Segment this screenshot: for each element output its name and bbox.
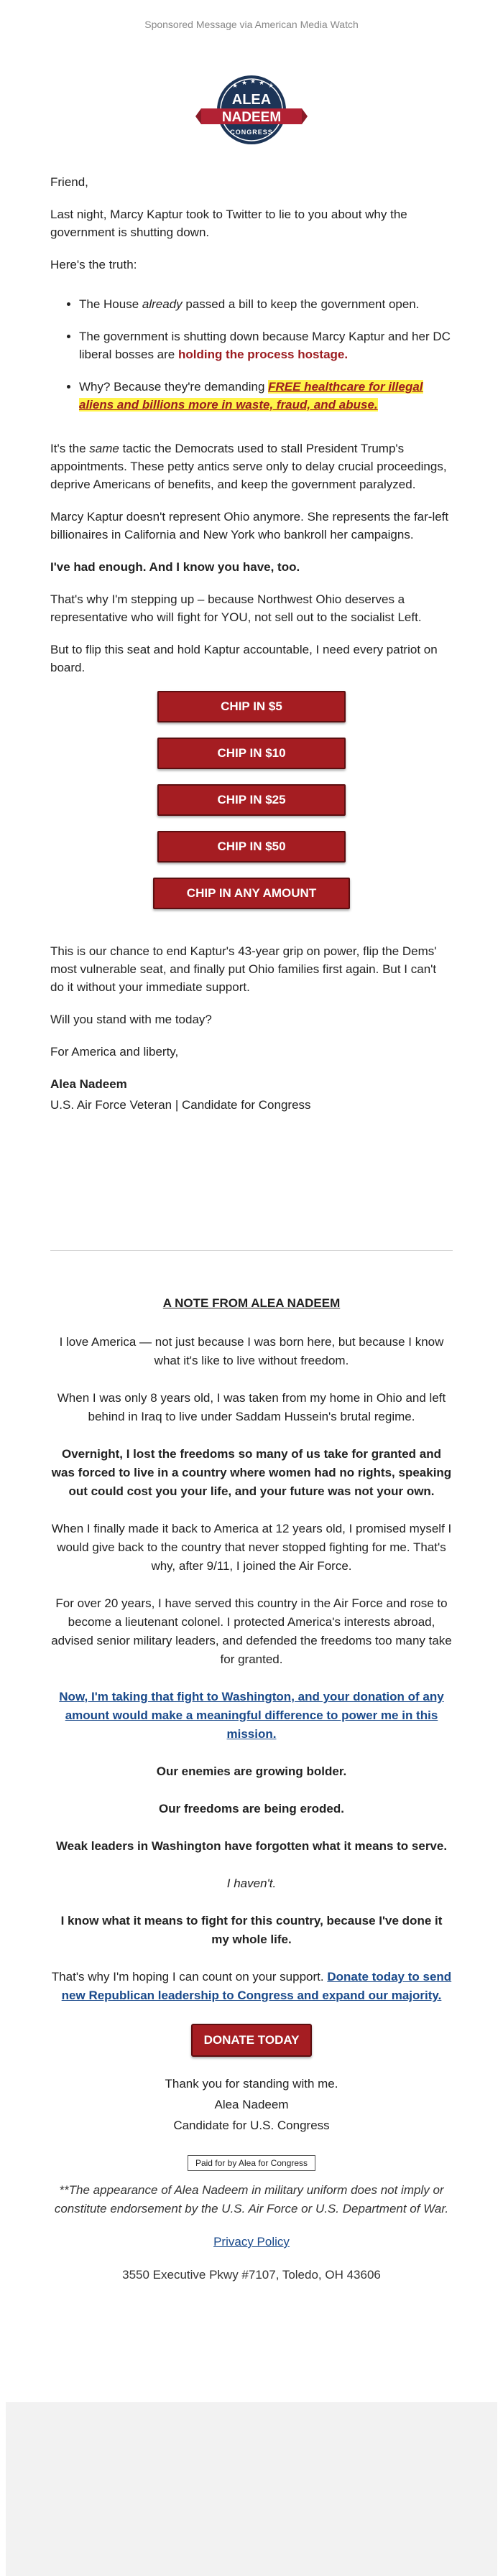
signature-title: U.S. Air Force Veteran | Candidate for Congress [50, 1098, 311, 1112]
paragraph: For America and liberty, [50, 1045, 179, 1059]
text: The government is shutting down because Marcy Kaptur and her DC liberal bosses are [79, 330, 451, 361]
note-title: A NOTE FROM ALEA NADEEM [162, 1296, 341, 1310]
text: passed a bill to keep the government open. [182, 297, 420, 311]
letter-body [50, 173, 453, 1114]
mailing-address: 3550 Executive Pkwy #7107, Toledo, OH 43606 [122, 2268, 381, 2282]
banner-tail-left [195, 108, 201, 124]
note-paragraph-bold: Weak leaders in Washington have forgotten what it means to serve. [55, 1839, 448, 1853]
note-paragraph-bold: Overnight, I lost the freedoms so many of us take for granted and was forced to live in a country where women had no rights, speaking out could cost you your life, and your future was not your own. [51, 1447, 452, 1498]
privacy-policy-link[interactable]: Privacy Policy [213, 2235, 290, 2249]
closing [50, 2074, 453, 2135]
closing-name: Alea Nadeem [214, 2098, 289, 2111]
note-section [50, 1294, 453, 2284]
list-item [79, 327, 453, 363]
uniform-disclaimer: **The appearance of Alea Nadeem in military uniform does not imply or constitute endorsement by the U.S. Air Force or U.S. Department of War. [54, 2183, 449, 2215]
paragraph: But to flip this seat and hold Kaptur accountable, I need every patriot on board. [50, 643, 438, 674]
emphasis: already [142, 297, 183, 311]
footer-background [6, 2402, 497, 2576]
logo-line2: NADEEM [221, 110, 282, 125]
chip-in-any-button[interactable]: CHIP IN ANY AMOUNT [153, 878, 350, 909]
note-paragraph-bold: Our enemies are growing bolder. [156, 1764, 347, 1778]
emphasis: same [89, 442, 119, 455]
logo-line1: ALEA [231, 92, 272, 108]
preheader: Sponsored Message via American Media Watch [144, 19, 359, 30]
list-item [79, 295, 453, 313]
chip-in-10-button[interactable]: CHIP IN $10 [157, 738, 346, 769]
paragraph: Marcy Kaptur doesn't represent Ohio anymore. She represents the far-left billionaires in California and New York who bankroll her campaigns. [50, 510, 449, 541]
donate-today-button[interactable]: DONATE TODAY [191, 2024, 313, 2057]
signature-name: Alea Nadeem [50, 1077, 127, 1091]
closing-line: Thank you for standing with me. [165, 2077, 338, 2091]
logo-line3: CONGRESS [230, 129, 273, 136]
star-icon: ★ [232, 83, 239, 90]
campaign-logo [50, 73, 453, 173]
donate-text-link[interactable]: Donate today to send new Republican leadership to Congress and expand our majority. [61, 1970, 452, 2002]
star-icon: ★ [250, 78, 257, 85]
star-icon: ★ [259, 80, 265, 87]
donation-link[interactable]: Now, I'm taking that fight to Washington, and your donation of any amount would make a meaningful difference to power me in this mission. [59, 1690, 444, 1741]
paragraph: That's why I'm stepping up – because Northwest Ohio deserves a representative who will fight for YOU, not sell out to the socialist Left. [50, 592, 422, 624]
chip-in-5-button[interactable]: CHIP IN $5 [157, 691, 346, 722]
star-icon: ★ [268, 83, 274, 90]
truth-list [50, 295, 453, 414]
text: That's why I'm hoping I can count on your support. [51, 1970, 328, 1984]
note-paragraph: When I was only 8 years old, I was taken from my home in Ohio and left behind in Iraq to live under Saddam Hussein's brutal regime. [57, 1391, 446, 1423]
section-divider [50, 1250, 453, 1251]
chip-in-25-button[interactable]: CHIP IN $25 [157, 784, 346, 816]
paragraph: Last night, Marcy Kaptur took to Twitter to lie to you about why the government is shutting down. [50, 208, 407, 239]
note-paragraph: I love America — not just because I was born here, but because I know what it's like to live without freedom. [59, 1335, 444, 1367]
logo-badge [194, 73, 309, 152]
note-paragraph-bold: I know what it means to fight for this country, because I've done it my whole life. [60, 1914, 443, 1946]
note-paragraph-bold: Our freedoms are being eroded. [159, 1802, 344, 1815]
paid-for-disclaimer: Paid for by Alea for Congress [188, 2155, 315, 2171]
paragraph: Will you stand with me today? [50, 1013, 212, 1026]
text: It's the [50, 442, 90, 455]
strong-text: holding the process hostage. [177, 348, 349, 361]
chip-in-50-button[interactable]: CHIP IN $50 [157, 831, 346, 862]
text: Why? Because they're demanding [79, 380, 269, 394]
list-item [79, 378, 453, 414]
text: tactic the Democrats used to stall President Trump's appointments. These petty antics serve only to delay crucial proceedings, deprive Americans of benefits, and keep the government paralyzed. [50, 442, 447, 491]
star-icon: ★ [241, 80, 248, 87]
highlighted-text: FREE healthcare for illegal aliens and billions more in waste, fraud, and abuse. [79, 380, 423, 411]
note-paragraph: For over 20 years, I have served this country in the Air Force and rose to become a lieutenant colonel. I protected America's interests abroad, advised senior military leaders, and defended the freedoms too many take for granted. [51, 1596, 452, 1666]
email-container [50, 0, 453, 2284]
note-paragraph: When I finally made it back to America at 12 years old, I promised myself I would give back to the country that never stopped fighting for me. That's why, after 9/11, I joined the Air Force. [51, 1522, 452, 1573]
closing-title: Candidate for U.S. Congress [173, 2119, 330, 2132]
paragraph-bold: I've had enough. And I know you have, too. [50, 560, 300, 574]
paragraph: Here's the truth: [50, 258, 137, 271]
note-paragraph-italic: I haven't. [226, 1877, 277, 1890]
donation-buttons [50, 691, 453, 909]
paragraph [50, 440, 453, 493]
paragraph: This is our chance to end Kaptur's 43-year grip on power, flip the Dems' most vulnerable seat, and finally put Ohio families first again. But I can't do it without your immediate support. [50, 944, 437, 994]
banner-tail-right [302, 108, 308, 124]
greeting: Friend, [50, 175, 88, 189]
note-paragraph [50, 1968, 453, 2005]
text: The House [79, 297, 142, 311]
